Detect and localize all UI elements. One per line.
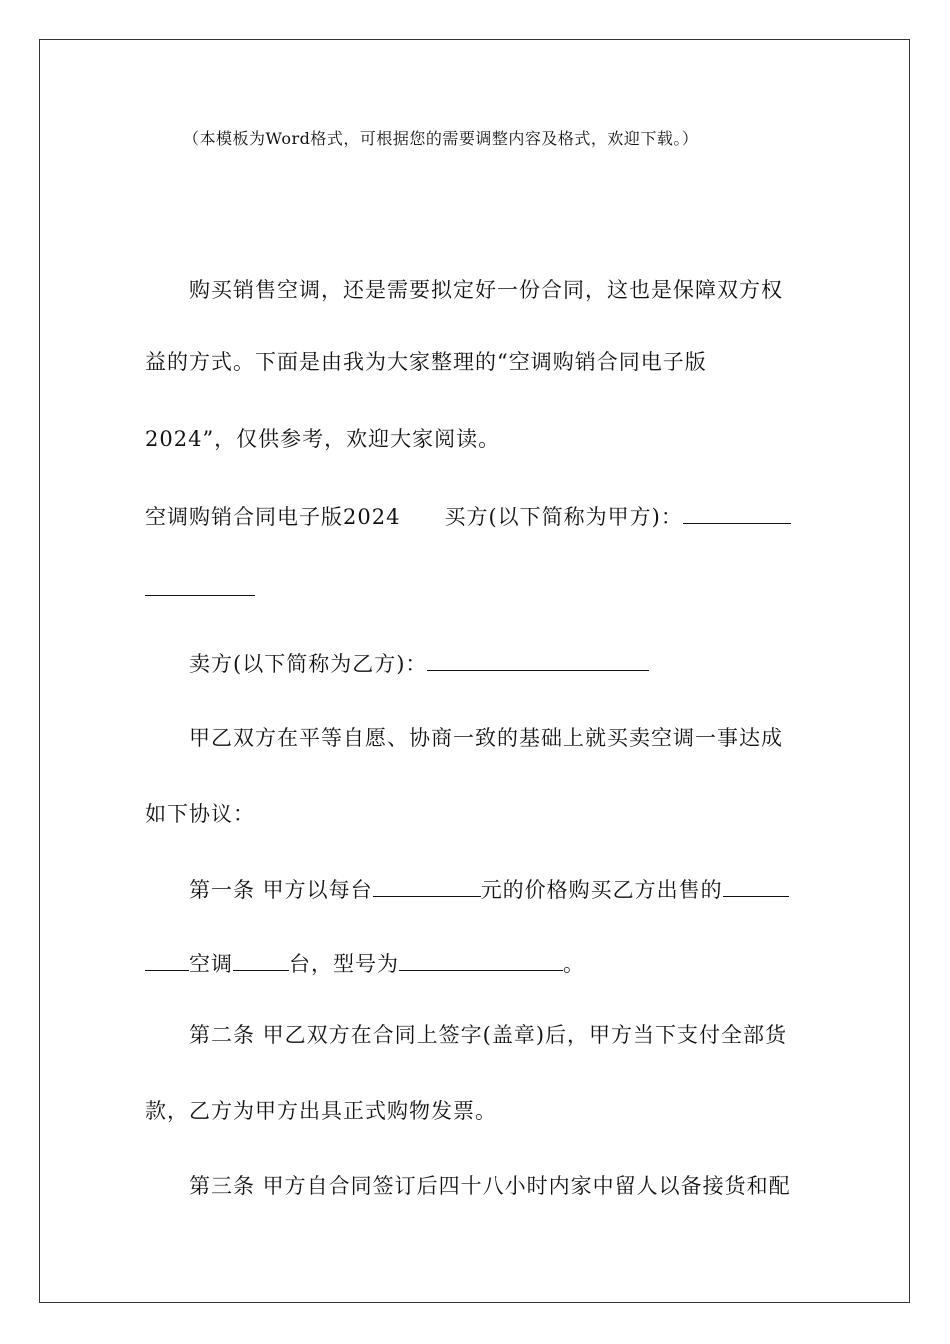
seller-line bbox=[189, 648, 649, 678]
article1-part2: 元的价格购买乙方出售的 bbox=[480, 878, 723, 902]
seller-label: 卖方(以下简称为乙方)： bbox=[189, 652, 428, 676]
model-blank[interactable] bbox=[399, 948, 563, 971]
article3-line-1: 第三条 甲方自合同签订后四十八小时内家中留人以备接货和配 bbox=[189, 1174, 791, 1198]
article1-part5: 。 bbox=[563, 952, 585, 976]
article1-part4: 台，型号为 bbox=[289, 952, 399, 976]
contract-title: 空调购销合同电子版2024 bbox=[145, 505, 401, 529]
template-note: （本模板为Word格式，可根据您的需要调整内容及格式，欢迎下载。） bbox=[183, 129, 699, 148]
article2-line-2: 款，乙方为甲方出具正式购物发票。 bbox=[145, 1099, 497, 1123]
preamble-line-2: 如下协议： bbox=[145, 802, 255, 826]
quantity-blank[interactable] bbox=[233, 948, 289, 971]
buyer-name-blank-cont-line bbox=[145, 573, 255, 603]
brand-blank[interactable] bbox=[723, 874, 789, 897]
title-buyer-line bbox=[145, 501, 791, 531]
buyer-label: 买方(以下简称为甲方)： bbox=[444, 505, 683, 529]
brand-blank-cont[interactable] bbox=[145, 948, 189, 971]
seller-name-blank[interactable] bbox=[427, 648, 649, 671]
unit-price-blank[interactable] bbox=[373, 874, 481, 897]
article1-part3: 空调 bbox=[189, 952, 233, 976]
article1-part1: 第一条 甲方以每台 bbox=[189, 878, 373, 902]
intro-line-1: 购买销售空调，还是需要拟定好一份合同，这也是保障双方权 bbox=[189, 278, 783, 302]
buyer-name-blank[interactable] bbox=[683, 501, 791, 524]
intro-line-3: 2024”，仅供参考，欢迎大家阅读。 bbox=[145, 427, 501, 451]
intro-line-2: 益的方式。下面是由我为大家整理的“空调购销合同电子版 bbox=[145, 350, 707, 374]
buyer-name-blank-cont[interactable] bbox=[145, 573, 255, 596]
article1-line-1 bbox=[189, 874, 789, 904]
article2-line-1: 第二条 甲乙双方在合同上签字(盖章)后，甲方当下支付全部货 bbox=[189, 1023, 788, 1047]
article1-line-2 bbox=[145, 948, 585, 978]
preamble-line-1: 甲乙双方在平等自愿、协商一致的基础上就买卖空调一事达成 bbox=[189, 726, 783, 750]
